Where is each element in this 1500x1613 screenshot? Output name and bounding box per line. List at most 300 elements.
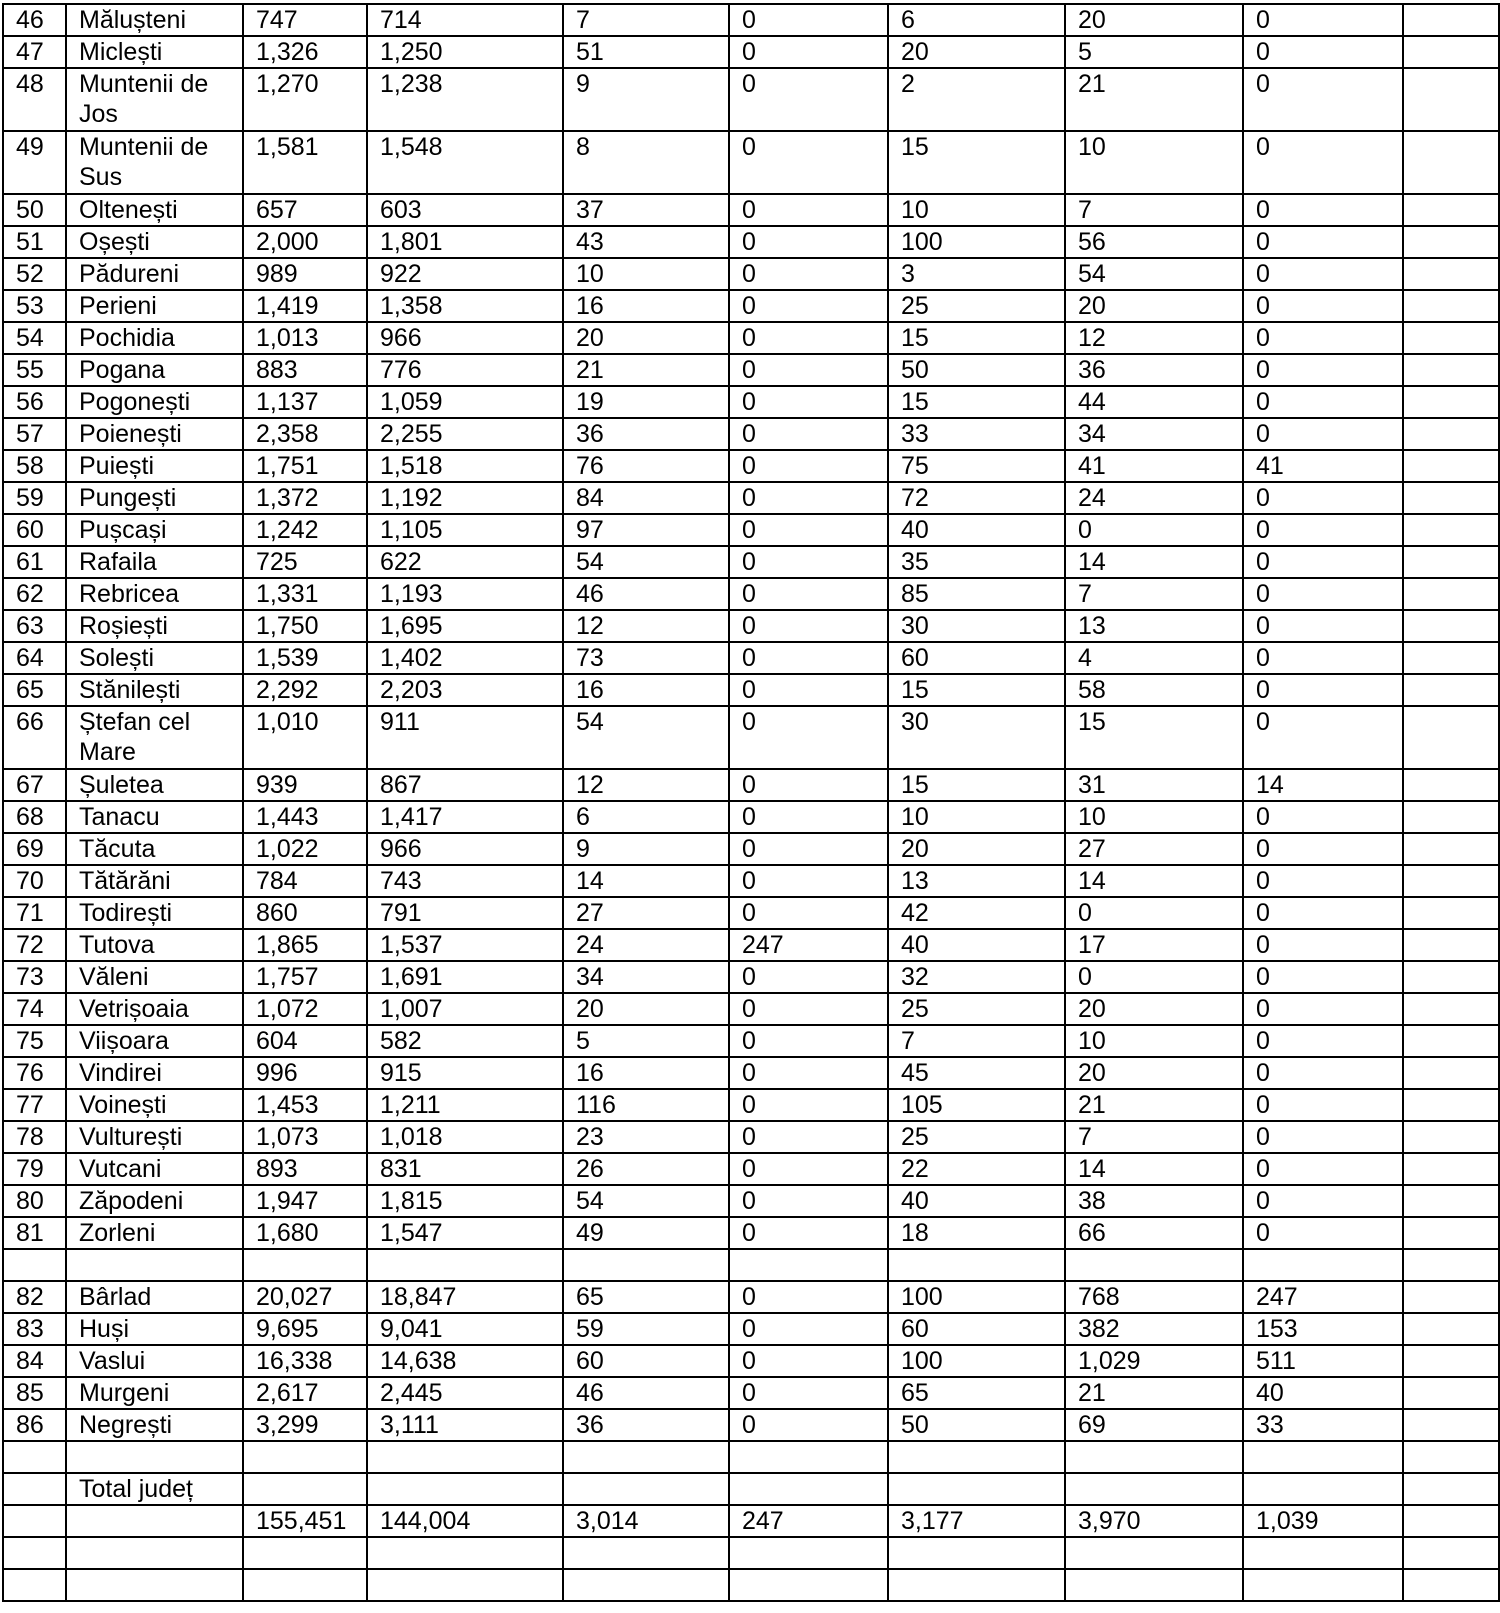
value-cell	[367, 1537, 563, 1569]
table-row	[3, 194, 1499, 226]
value-cell: 5	[563, 1025, 729, 1057]
value-cell: 20,027	[243, 1281, 367, 1313]
row-number-cell	[3, 1537, 66, 1569]
value-cell: 0	[729, 1281, 888, 1313]
locality-cell: Tătărăni	[66, 865, 243, 897]
value-cell: 7	[1065, 1121, 1243, 1153]
value-cell: 2,000	[243, 226, 367, 258]
value-cell: 883	[243, 354, 367, 386]
value-cell: 1,947	[243, 1185, 367, 1217]
value-cell	[1403, 1345, 1499, 1377]
locality-cell	[66, 1505, 243, 1537]
locality-cell: Vetrișoaia	[66, 993, 243, 1025]
value-cell	[1403, 194, 1499, 226]
value-cell: 1,013	[243, 322, 367, 354]
value-cell: 100	[888, 226, 1065, 258]
value-cell: 3,014	[563, 1505, 729, 1537]
row-number-cell: 57	[3, 418, 66, 450]
value-cell: 10	[888, 194, 1065, 226]
value-cell: 0	[1243, 578, 1403, 610]
value-cell: 40	[888, 514, 1065, 546]
value-cell: 10	[888, 801, 1065, 833]
value-cell: 35	[888, 546, 1065, 578]
value-cell: 40	[1243, 1377, 1403, 1409]
value-cell: 60	[888, 1313, 1065, 1345]
value-cell: 6	[563, 801, 729, 833]
row-number-cell: 49	[3, 131, 66, 194]
value-cell	[563, 1473, 729, 1505]
value-cell: 73	[563, 642, 729, 674]
value-cell: 9	[563, 833, 729, 865]
value-cell: 0	[1243, 514, 1403, 546]
value-cell	[1403, 769, 1499, 801]
value-cell: 0	[1243, 1217, 1403, 1249]
value-cell: 27	[563, 897, 729, 929]
value-cell: 25	[888, 993, 1065, 1025]
value-cell: 30	[888, 706, 1065, 769]
table-row	[3, 226, 1499, 258]
value-cell: 54	[563, 1185, 729, 1217]
value-cell: 0	[1243, 131, 1403, 194]
row-number-cell: 51	[3, 226, 66, 258]
row-number-cell: 58	[3, 450, 66, 482]
value-cell	[1403, 865, 1499, 897]
value-cell: 0	[1065, 514, 1243, 546]
locality-cell: Tăcuta	[66, 833, 243, 865]
value-cell: 0	[729, 642, 888, 674]
value-cell: 16	[563, 290, 729, 322]
value-cell: 14	[1065, 865, 1243, 897]
table-row	[3, 833, 1499, 865]
value-cell: 31	[1065, 769, 1243, 801]
value-cell: 966	[367, 833, 563, 865]
value-cell: 9	[563, 68, 729, 131]
value-cell: 1,238	[367, 68, 563, 131]
value-cell	[1065, 1441, 1243, 1473]
value-cell: 7	[1065, 578, 1243, 610]
value-cell: 0	[729, 36, 888, 68]
table-row	[3, 418, 1499, 450]
value-cell: 1,372	[243, 482, 367, 514]
value-cell: 21	[563, 354, 729, 386]
value-cell: 725	[243, 546, 367, 578]
value-cell	[367, 1473, 563, 1505]
value-cell: 0	[1243, 258, 1403, 290]
locality-cell: Vindirei	[66, 1057, 243, 1089]
table-row	[3, 1409, 1499, 1441]
table-row	[3, 1089, 1499, 1121]
value-cell: 54	[563, 546, 729, 578]
row-number-cell: 53	[3, 290, 66, 322]
value-cell: 1,691	[367, 961, 563, 993]
value-cell: 54	[1065, 258, 1243, 290]
value-cell	[729, 1537, 888, 1569]
value-cell: 3,299	[243, 1409, 367, 1441]
value-cell: 100	[888, 1345, 1065, 1377]
value-cell: 2,292	[243, 674, 367, 706]
value-cell: 40	[888, 929, 1065, 961]
row-number-cell: 78	[3, 1121, 66, 1153]
value-cell: 0	[729, 1345, 888, 1377]
value-cell	[729, 1441, 888, 1473]
locality-cell: Vutcani	[66, 1153, 243, 1185]
value-cell: 1,680	[243, 1217, 367, 1249]
row-number-cell: 66	[3, 706, 66, 769]
value-cell: 0	[729, 993, 888, 1025]
value-cell: 1,695	[367, 610, 563, 642]
value-cell: 3,970	[1065, 1505, 1243, 1537]
value-cell	[1403, 1569, 1499, 1601]
locality-cell: Voinești	[66, 1089, 243, 1121]
value-cell: 1,548	[367, 131, 563, 194]
value-cell	[888, 1249, 1065, 1281]
value-cell: 0	[1243, 642, 1403, 674]
value-cell	[1403, 801, 1499, 833]
value-cell: 0	[729, 354, 888, 386]
value-cell	[729, 1569, 888, 1601]
value-cell	[563, 1441, 729, 1473]
row-number-cell: 46	[3, 4, 66, 36]
value-cell: 12	[1065, 322, 1243, 354]
value-cell: 1,537	[367, 929, 563, 961]
value-cell: 0	[729, 68, 888, 131]
value-cell: 603	[367, 194, 563, 226]
value-cell: 1,402	[367, 642, 563, 674]
value-cell: 939	[243, 769, 367, 801]
row-number-cell: 70	[3, 865, 66, 897]
value-cell	[1403, 1313, 1499, 1345]
value-cell: 1,757	[243, 961, 367, 993]
locality-cell: Huși	[66, 1313, 243, 1345]
value-cell: 0	[1243, 865, 1403, 897]
row-number-cell: 68	[3, 801, 66, 833]
value-cell	[1403, 610, 1499, 642]
value-cell: 10	[1065, 1025, 1243, 1057]
data-table	[2, 3, 1500, 1602]
value-cell: 1,192	[367, 482, 563, 514]
row-number-cell	[3, 1249, 66, 1281]
locality-cell: Pungești	[66, 482, 243, 514]
value-cell: 34	[563, 961, 729, 993]
value-cell: 1,539	[243, 642, 367, 674]
value-cell	[1065, 1537, 1243, 1569]
value-cell: 1,007	[367, 993, 563, 1025]
value-cell	[729, 1249, 888, 1281]
row-number-cell: 63	[3, 610, 66, 642]
locality-cell	[66, 1249, 243, 1281]
locality-cell: Poienești	[66, 418, 243, 450]
value-cell: 2	[888, 68, 1065, 131]
value-cell: 26	[563, 1153, 729, 1185]
row-number-cell: 86	[3, 1409, 66, 1441]
value-cell: 747	[243, 4, 367, 36]
value-cell	[367, 1441, 563, 1473]
value-cell: 0	[1243, 68, 1403, 131]
value-cell	[243, 1441, 367, 1473]
value-cell: 0	[1243, 322, 1403, 354]
value-cell	[243, 1537, 367, 1569]
row-number-cell: 55	[3, 354, 66, 386]
value-cell: 1,326	[243, 36, 367, 68]
value-cell: 23	[563, 1121, 729, 1153]
table-row	[3, 865, 1499, 897]
value-cell: 996	[243, 1057, 367, 1089]
value-cell	[1403, 68, 1499, 131]
value-cell: 0	[729, 610, 888, 642]
value-cell: 41	[1065, 450, 1243, 482]
locality-cell: Vulturești	[66, 1121, 243, 1153]
value-cell: 2,255	[367, 418, 563, 450]
value-cell: 20	[1065, 1057, 1243, 1089]
table-row	[3, 322, 1499, 354]
locality-cell: Roșiești	[66, 610, 243, 642]
value-cell: 7	[563, 4, 729, 36]
value-cell: 657	[243, 194, 367, 226]
value-cell	[1403, 1505, 1499, 1537]
value-cell: 24	[563, 929, 729, 961]
value-cell: 32	[888, 961, 1065, 993]
value-cell: 36	[563, 1409, 729, 1441]
value-cell	[1243, 1249, 1403, 1281]
value-cell: 0	[729, 1409, 888, 1441]
value-cell: 1,358	[367, 290, 563, 322]
value-cell: 58	[1065, 674, 1243, 706]
value-cell: 45	[888, 1057, 1065, 1089]
value-cell: 97	[563, 514, 729, 546]
value-cell: 100	[888, 1281, 1065, 1313]
value-cell: 0	[729, 769, 888, 801]
value-cell: 0	[729, 1377, 888, 1409]
locality-cell: Miclești	[66, 36, 243, 68]
row-number-cell: 75	[3, 1025, 66, 1057]
value-cell: 1,417	[367, 801, 563, 833]
value-cell: 0	[1243, 1089, 1403, 1121]
table-row	[3, 1217, 1499, 1249]
value-cell	[1403, 642, 1499, 674]
row-number-cell: 65	[3, 674, 66, 706]
value-cell: 0	[1243, 386, 1403, 418]
row-number-cell: 79	[3, 1153, 66, 1185]
value-cell: 20	[1065, 4, 1243, 36]
value-cell	[1403, 546, 1499, 578]
value-cell: 1,072	[243, 993, 367, 1025]
value-cell: 50	[888, 1409, 1065, 1441]
value-cell: 12	[563, 610, 729, 642]
value-cell: 1,010	[243, 706, 367, 769]
value-cell: 604	[243, 1025, 367, 1057]
value-cell: 34	[1065, 418, 1243, 450]
value-cell: 0	[1243, 993, 1403, 1025]
value-cell: 21	[1065, 68, 1243, 131]
value-cell: 0	[1243, 4, 1403, 36]
value-cell: 0	[1243, 1057, 1403, 1089]
value-cell: 2,617	[243, 1377, 367, 1409]
table-row	[3, 769, 1499, 801]
value-cell	[1403, 929, 1499, 961]
value-cell: 24	[1065, 482, 1243, 514]
value-cell: 893	[243, 1153, 367, 1185]
value-cell	[563, 1569, 729, 1601]
table-row	[3, 706, 1499, 769]
value-cell: 0	[729, 1057, 888, 1089]
value-cell: 1,193	[367, 578, 563, 610]
value-cell: 14	[1065, 1153, 1243, 1185]
value-cell: 0	[1243, 1121, 1403, 1153]
table-row	[3, 1441, 1499, 1473]
value-cell: 0	[729, 1025, 888, 1057]
table-row	[3, 386, 1499, 418]
table-row	[3, 1185, 1499, 1217]
value-cell	[888, 1473, 1065, 1505]
value-cell: 1,581	[243, 131, 367, 194]
value-cell: 51	[563, 36, 729, 68]
value-cell: 1,865	[243, 929, 367, 961]
value-cell: 19	[563, 386, 729, 418]
value-cell: 0	[1243, 1153, 1403, 1185]
value-cell	[1403, 833, 1499, 865]
value-cell	[1065, 1569, 1243, 1601]
locality-cell: Mălușteni	[66, 4, 243, 36]
value-cell: 0	[1243, 801, 1403, 833]
value-cell: 2,445	[367, 1377, 563, 1409]
value-cell: 714	[367, 4, 563, 36]
value-cell: 16	[563, 674, 729, 706]
locality-cell: Pogonești	[66, 386, 243, 418]
value-cell: 3,177	[888, 1505, 1065, 1537]
value-cell: 1,815	[367, 1185, 563, 1217]
value-cell: 0	[729, 418, 888, 450]
locality-cell: Perieni	[66, 290, 243, 322]
value-cell: 622	[367, 546, 563, 578]
value-cell: 0	[729, 386, 888, 418]
table-row	[3, 1473, 1499, 1505]
locality-cell	[66, 1441, 243, 1473]
value-cell: 20	[888, 833, 1065, 865]
value-cell: 144,004	[367, 1505, 563, 1537]
value-cell: 0	[729, 801, 888, 833]
value-cell: 0	[729, 450, 888, 482]
value-cell: 33	[1243, 1409, 1403, 1441]
value-cell: 860	[243, 897, 367, 929]
value-cell: 38	[1065, 1185, 1243, 1217]
value-cell: 66	[1065, 1217, 1243, 1249]
value-cell: 84	[563, 482, 729, 514]
value-cell: 60	[888, 642, 1065, 674]
value-cell	[243, 1569, 367, 1601]
value-cell: 5	[1065, 36, 1243, 68]
value-cell: 85	[888, 578, 1065, 610]
value-cell: 1,453	[243, 1089, 367, 1121]
value-cell: 7	[1065, 194, 1243, 226]
value-cell: 0	[729, 226, 888, 258]
value-cell: 382	[1065, 1313, 1243, 1345]
value-cell: 1,250	[367, 36, 563, 68]
value-cell: 2,203	[367, 674, 563, 706]
value-cell	[367, 1249, 563, 1281]
value-cell: 14	[563, 865, 729, 897]
table-row	[3, 1025, 1499, 1057]
value-cell: 0	[1243, 546, 1403, 578]
value-cell: 21	[1065, 1089, 1243, 1121]
value-cell	[1403, 1057, 1499, 1089]
locality-cell: Puiești	[66, 450, 243, 482]
value-cell: 1,211	[367, 1089, 563, 1121]
row-number-cell: 74	[3, 993, 66, 1025]
value-cell: 1,242	[243, 514, 367, 546]
value-cell: 15	[888, 322, 1065, 354]
row-number-cell: 72	[3, 929, 66, 961]
value-cell: 0	[1243, 961, 1403, 993]
value-cell: 56	[1065, 226, 1243, 258]
locality-cell: Tanacu	[66, 801, 243, 833]
row-number-cell: 62	[3, 578, 66, 610]
value-cell	[1403, 322, 1499, 354]
value-cell: 16,338	[243, 1345, 367, 1377]
locality-cell: Todirești	[66, 897, 243, 929]
value-cell: 25	[888, 290, 1065, 322]
table-row	[3, 993, 1499, 1025]
value-cell	[1403, 1185, 1499, 1217]
value-cell: 0	[1243, 290, 1403, 322]
value-cell: 922	[367, 258, 563, 290]
value-cell: 1,029	[1065, 1345, 1243, 1377]
value-cell: 784	[243, 865, 367, 897]
value-cell	[1243, 1537, 1403, 1569]
value-cell	[1403, 674, 1499, 706]
value-cell	[1403, 1409, 1499, 1441]
value-cell: 13	[888, 865, 1065, 897]
row-number-cell: 69	[3, 833, 66, 865]
value-cell: 50	[888, 354, 1065, 386]
value-cell	[729, 1473, 888, 1505]
value-cell: 8	[563, 131, 729, 194]
value-cell: 17	[1065, 929, 1243, 961]
value-cell: 153	[1243, 1313, 1403, 1345]
value-cell: 0	[729, 514, 888, 546]
value-cell: 0	[1243, 833, 1403, 865]
table-row	[3, 4, 1499, 36]
value-cell	[1403, 706, 1499, 769]
value-cell	[367, 1569, 563, 1601]
value-cell: 776	[367, 354, 563, 386]
value-cell: 14,638	[367, 1345, 563, 1377]
locality-cell: Zăpodeni	[66, 1185, 243, 1217]
value-cell: 22	[888, 1153, 1065, 1185]
value-cell	[1403, 131, 1499, 194]
row-number-cell: 56	[3, 386, 66, 418]
table-row	[3, 1569, 1499, 1601]
row-number-cell: 73	[3, 961, 66, 993]
value-cell: 0	[729, 1153, 888, 1185]
table-row	[3, 1121, 1499, 1153]
value-cell: 20	[1065, 993, 1243, 1025]
value-cell: 37	[563, 194, 729, 226]
value-cell	[1403, 386, 1499, 418]
locality-cell: Solești	[66, 642, 243, 674]
value-cell: 36	[1065, 354, 1243, 386]
locality-cell: Pogana	[66, 354, 243, 386]
row-number-cell: 52	[3, 258, 66, 290]
value-cell: 1,331	[243, 578, 367, 610]
value-cell: 25	[888, 1121, 1065, 1153]
value-cell: 0	[729, 1089, 888, 1121]
value-cell: 116	[563, 1089, 729, 1121]
value-cell: 0	[729, 131, 888, 194]
value-cell	[1403, 1121, 1499, 1153]
value-cell: 36	[563, 418, 729, 450]
value-cell: 0	[1243, 610, 1403, 642]
value-cell	[1065, 1473, 1243, 1505]
